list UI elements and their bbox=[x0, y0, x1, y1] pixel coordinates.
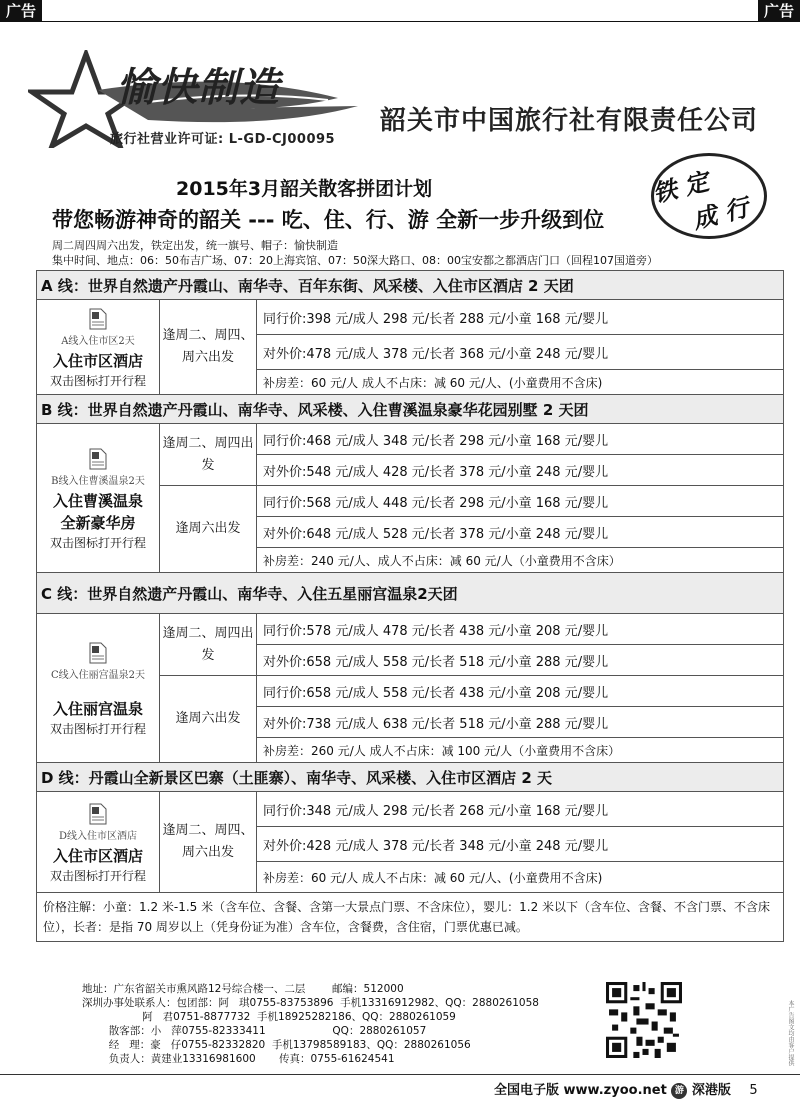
meeting-info: 集中时间、地点：06：50布吉广场、07：20上海宾馆、07：50深大路口、08：00宝安都之都酒店门口（回程107国道旁） bbox=[52, 254, 658, 267]
route-b-retail-price-2: 对外价:648 元/成人 528 元/长者 378 元/小童 248 元/婴儿 bbox=[257, 517, 784, 548]
bottom-divider bbox=[0, 1074, 800, 1075]
hotel-name-line1: 入住曹溪温泉 bbox=[52, 492, 143, 510]
stamp-text-2: 成 行 bbox=[689, 192, 752, 235]
vertical-disclaimer: 本广告图文均由客户提供 bbox=[787, 1000, 794, 1066]
route-c-attachment[interactable] bbox=[37, 614, 160, 763]
ad-tag-right: 广告 bbox=[758, 0, 800, 22]
word-document-icon bbox=[89, 803, 107, 825]
hotel-name: 入住市区酒店 bbox=[52, 352, 143, 370]
route-d-title: D 线：丹霞山全新景区巴寨（土匪寨）、南华寺、风采楼、入住市区酒店 2 天 bbox=[37, 763, 784, 792]
page-footer bbox=[494, 1079, 758, 1099]
route-c-supplement: 补房差：260 元/人 成人不占床：减 100 元/人（小童费用不含床） bbox=[257, 738, 784, 763]
route-c-title: C 线：世界自然遗产丹霞山、南华寺、入住五星丽宫温泉2天团 bbox=[37, 573, 784, 614]
departure-info: 周二周四周六出发，铁定出发，统一旗号、帽子：愉快制造 bbox=[52, 239, 338, 252]
open-hint: 双击图标打开行程 bbox=[49, 722, 146, 736]
company-name: 韶关市中国旅行社有限责任公司 bbox=[380, 106, 759, 136]
page-subtitle: 带您畅游神奇的韶关 --- 吃、住、行、游 全新一步升级到位 bbox=[52, 208, 605, 232]
route-d-supplement: 补房差：60 元/人 成人不占床：减 60 元/人、(小童费用不含床) bbox=[257, 862, 784, 893]
route-d-trade-price: 同行价:348 元/成人 298 元/长者 268 元/小童 168 元/婴儿 bbox=[257, 792, 784, 827]
hotel-name: 入住市区酒店 bbox=[52, 847, 143, 865]
route-a-trade-price: 同行价:398 元/成人 298 元/长者 288 元/小童 168 元/婴儿 bbox=[257, 300, 784, 335]
route-b-schedule-weekday: 逢周二、周四出发 bbox=[160, 424, 257, 486]
open-hint: 双击图标打开行程 bbox=[49, 869, 146, 883]
word-document-icon bbox=[89, 308, 107, 330]
route-c-trade-price-1: 同行价:578 元/成人 478 元/长者 438 元/小童 208 元/婴儿 bbox=[257, 614, 784, 645]
route-a-title: A 线：世界自然遗产丹霞山、南华寺、百年东街、风采楼、入住市区酒店 2 天团 bbox=[37, 271, 784, 300]
word-document-icon bbox=[89, 642, 107, 664]
site-url: 全国电子版 www.zyoo.net bbox=[494, 1083, 667, 1098]
route-c-retail-price-1: 对外价:658 元/成人 558 元/长者 518 元/小童 288 元/婴儿 bbox=[257, 645, 784, 676]
contact-footer: 地址：广东省韶关市熏风路12号综合楼一、二层 邮编：512000 深圳办事处联系人：包团部：阿 琪0755-83753896 手机13316912982、QQ：2880261058 阿 君0751-8877732 手机18925282186、QQ：2880261059 散客部：小 萍0755-82333411 QQ：2880261057 经 理：豪 仔0755-82332820 手机13798589183、QQ：2880261056 负责人：黄建业13316981600 传真：0755-61624541 bbox=[82, 983, 539, 1065]
attachment-caption: D线入住市区酒店 bbox=[58, 831, 138, 842]
route-c-schedule-weekday: 逢周二、周四出发 bbox=[160, 614, 257, 676]
qr-code-icon bbox=[606, 982, 682, 1058]
route-d-schedule: 逢周二、周四、周六出发 bbox=[160, 792, 257, 893]
route-d-retail-price: 对外价:428 元/成人 378 元/长者 348 元/小童 248 元/婴儿 bbox=[257, 827, 784, 862]
attachment-caption: B线入住曹溪温泉2天 bbox=[51, 476, 145, 487]
page-title: 2015年3月韶关散客拼团计划 bbox=[176, 178, 433, 200]
route-c-schedule-saturday: 逢周六出发 bbox=[160, 676, 257, 763]
top-divider bbox=[0, 21, 800, 22]
route-b-retail-price-1: 对外价:548 元/成人 428 元/长者 378 元/小童 248 元/婴儿 bbox=[257, 455, 784, 486]
route-b-supplement: 补房差：240 元/人、成人不占床：减 60 元/人（小童费用不含床） bbox=[257, 548, 784, 573]
site-badge-icon: 游 bbox=[671, 1083, 687, 1099]
route-a-supplement: 补房差：60 元/人 成人不占床：减 60 元/人、(小童费用不含床) bbox=[257, 370, 784, 395]
edition-name: 深港版 bbox=[691, 1083, 731, 1098]
brand-logo bbox=[28, 50, 358, 148]
logo-text: 愉快制造 bbox=[116, 64, 280, 111]
route-a-retail-price: 对外价:478 元/成人 378 元/长者 368 元/小童 248 元/婴儿 bbox=[257, 335, 784, 370]
tour-price-table bbox=[36, 270, 784, 942]
route-d-attachment[interactable] bbox=[37, 792, 160, 893]
route-b-trade-price-2: 同行价:568 元/成人 448 元/长者 298 元/小童 168 元/婴儿 bbox=[257, 486, 784, 517]
route-a-attachment[interactable] bbox=[37, 300, 160, 395]
open-hint: 双击图标打开行程 bbox=[49, 536, 146, 550]
stamp-text-1: 铁 定 bbox=[649, 166, 712, 209]
route-b-attachment[interactable] bbox=[37, 424, 160, 573]
route-c-trade-price-2: 同行价:658 元/成人 558 元/长者 438 元/小童 208 元/婴儿 bbox=[257, 676, 784, 707]
open-hint: 双击图标打开行程 bbox=[49, 374, 146, 388]
route-b-schedule-saturday: 逢周六出发 bbox=[160, 486, 257, 573]
hotel-name-line2: 全新豪华房 bbox=[60, 514, 136, 532]
word-document-icon bbox=[89, 448, 107, 470]
page-number: 5 bbox=[749, 1083, 758, 1098]
price-note: 价格注解：小童：1.2 米-1.5 米（含车位、含餐、含第一大景点门票、不含床位），婴儿：1.2 米以下（含车位、含餐、不含门票、不含床位），长者：是指 70 周岁以上（凭身份证为准）含车位，含餐费，含住宿，门票优惠已减。 bbox=[37, 893, 784, 942]
license-number: 旅行社营业许可证: L-GD-CJ00095 bbox=[110, 132, 336, 147]
route-b-trade-price-1: 同行价:468 元/成人 348 元/长者 298 元/小童 168 元/婴儿 bbox=[257, 424, 784, 455]
route-b-title: B 线：世界自然遗产丹霞山、南华寺、风采楼、入住曹溪温泉豪华花园别墅 2 天团 bbox=[37, 395, 784, 424]
route-a-schedule: 逢周二、周四、周六出发 bbox=[160, 300, 257, 395]
attachment-caption: C线入住丽宫温泉2天 bbox=[50, 670, 145, 681]
hotel-name: 入住丽宫温泉 bbox=[52, 700, 143, 718]
ad-tag-left: 广告 bbox=[0, 0, 42, 22]
route-c-retail-price-2: 对外价:738 元/成人 638 元/长者 518 元/小童 288 元/婴儿 bbox=[257, 707, 784, 738]
attachment-caption: A线入住市区2天 bbox=[61, 336, 135, 347]
